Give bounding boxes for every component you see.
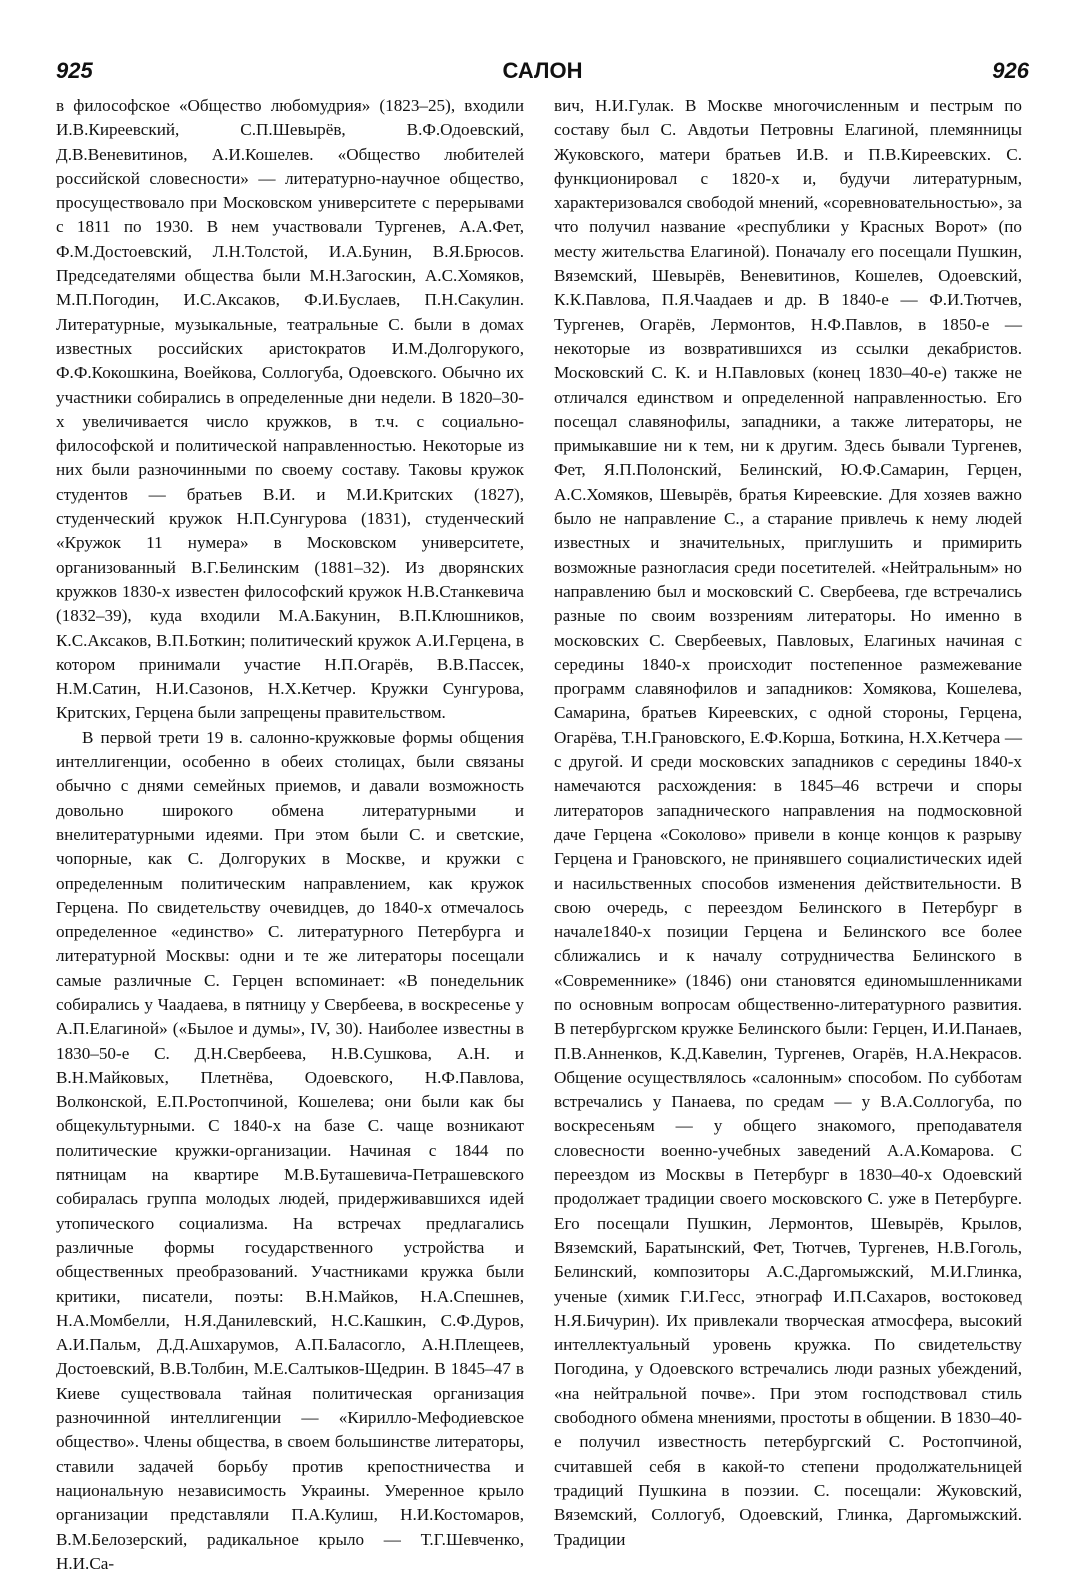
left-paragraph-2: В первой трети 19 в. салонно-кружковые формы общения интеллигенции, особенно в обеих столицах, были связаны обычно с днями семейных приемов, и давали возможность довольно широкого обмена литературными и внелитературными идеями. При этом были С. и светские, чопорные, как С. Долгоруких в Москве, и кружки с определенным политическим направлением, как кружок Герцена. По свидетельству очевидцев, до 1840-х отмечалось определенное «единство» С. литературного Петербурга и литературной Москвы: одни и те же литераторы посещали самые различные С. Герцен вспоминает: «В понедельник собирались у Чаадаева, в пятницу у Свербеева, в воскресенье у А.П.Елагиной» («Былое и думы», IV, 30). Наиболее известны в 1830–50-е С. Д.Н.Свербеева, Н.В.Сушкова, А.Н. и В.Н.Майковых, Плетнёва, Одоевского, Н.Ф.Павлова, Волконской, Е.П.Ростопчиной, Кошелева; они были как бы общекультурными. С 1840-х на базе С. чаще возникают политические кружки-организации. Начиная с 1844 по пятницам на квартире М.В.Буташевича-Петрашевского собиралась группа молодых людей, придерживавшихся идей утопического социализма. На встречах предлагались различные формы государственного устройства и общественных преобразований. Участниками кружка были критики, писатели, поэты: В.Н.Майков, Н.А.Спешнев, Н.А.Момбелли, Н.Я.Данилевский, Н.С.Кашкин, С.Ф.Дуров, А.И.Пальм, Д.Д.Ашхарумов, А.П.Баласогло, А.Н.Плещеев, Достоевский, В.В.Толбин, М.Е.Салтыков-Щедрин. В 1845–47 в Киеве существовала тайная политическая организация разночинной интеллигенции — «Кирилло-Мефодиевское общество». Члены общества, в своем большинстве литераторы, ставили задачей борьбу против крепостничества и национальную независимость Украины. Умеренное крыло организации представляли П.А.Кулиш, Н.И.Костомаров, В.М.Белозерский, радикальное крыло — Т.Г.Шевченко, Н.И.Са- xyxy=(56,727,524,1573)
page-number-left: 925 xyxy=(56,58,93,83)
right-column xyxy=(554,94,1022,1552)
right-paragraph-1: вич, Н.И.Гулак. В Москве многочисленным и пестрым по составу был С. Авдотьи Петровны Елагиной, племянницы Жуковского, матери братьев И.В. и П.В.Киреевских. С. функционировал с 1820-х и, будучи литературным, характеризовался свободой мнений, «соревновательностью», за что получил название «республики у Красных Ворот» (по месту жительства Елагиной). Поначалу его посещали Пушкин, Вяземский, Шевырёв, Веневитинов, Кошелев, Одоевский, К.К.Павлова, П.Я.Чаадаев и др. В 1840-е — Ф.И.Тютчев, Тургенев, Огарёв, Лермонтов, Н.Ф.Павлов, в 1850-е — некоторые из возвратившихся из ссылки декабристов. Московский С. К. и Н.Павловых (конец 1830–40-е) также не отличался единством и определенной направленностью. Его посещал славянофилы, западники, а также литераторы, не примыкавшие ни к тем, ни к другим. Здесь бывали Тургенев, Фет, Я.П.Полонский, Белинский, Ю.Ф.Самарин, Герцен, А.С.Хомяков, Шевырёв, братья Киреевские. Для хозяев важно было не направление С., а старание привлечь к нему людей известных и значительных, приглушить и примирить возможные разногласия среди посетителей. «Нейтральным» но направлению был и московский С. Свербеева, где встречались разные по своим воззрениям литераторы. Но именно в московских С. Свербеевых, Павловых, Елагиных начиная с середины 1840-х происходит постепенное размежевание программ славянофилов и западников: Хомякова, Кошелева, Самарина, братьев Киреевских, с одной стороны, Герцена, Огарёва, Т.Н.Грановского, Е.Ф.Корша, Боткина, Н.Х.Кетчера — с другой. И среди московских западников с середины 1840-х намечаются расхождения: в 1845–46 встречи и споры литераторов западнического направления на подмосковной даче Герцена «Соколово» привели в конце концов к разрыву Герцена и Грановского, не принявшего социалистических идей и насильственных способов изменения действительности. В свою очередь, с переездом Белинского в Петербург в начале1840-х позиции Герцена и Белинского все более сближались и к началу сотрудничества Белинского в «Современнике» (1846) они становятся единомышленниками по основным вопросам общественно-литературного развития. В петербургском кружке Белинского были: Герцен, И.И.Панаев, П.В.Анненков, К.Д.Кавелин, Тургенев, Огарёв, Н.А.Некрасов. Общение осуществлялось «салонным» способом. По субботам встречались у Панаева, по средам — у В.А.Соллогуба, по воскресеньям — у общего знакомого, преподавателя словесности военно-учебных заведений А.А.Комарова. С переездом из Москвы в Петербург в 1830–40-х Одоевский продолжает традиции своего московского С. уже в Петербурге. Его посещали Пушкин, Лермонтов, Шевырёв, Крылов, Вяземский, Баратынский, Фет, Тютчев, Тургенев, Н.В.Гоголь, Белинский, композиторы А.С.Даргомыжский, М.И.Глинка, ученые (химик Г.И.Гесс, этнограф И.П.Сахаров, востоковед Н.Я.Бичурин). Их привлекали творческая атмосфера, высокий интеллектуальный уровень кружка. По свидетельству Погодина, у Одоевского встречались люди разных убеждений, «на нейтральной почве». При этом господствовал стиль свободного обмена мнениями, простоты в общении. В 1830–40-е получил известность петербургский С. Ростопчиной, считавшей себя в какой-то степени продолжательницей традиций Пушкина в поэзии. С. посещали: Жуковский, Вяземский, Соллогуб, Одоевский, Глинка, Даргомыжский. Традиции xyxy=(554,96,1022,1549)
left-paragraph-1: в философское «Общество любомудрия» (1823–25), входили И.В.Киреевский, С.П.Шевырёв, В.Ф.Одоевский, Д.В.Веневитинов, А.И.Кошелев. «Общество любителей российской словесности» — литературно-научное общество, просуществовало при Московском университете с перерывами с 1811 по 1930. В нем участвовали Тургенев, А.А.Фет, Ф.М.Достоевский, Л.Н.Толстой, И.А.Бунин, В.Я.Брюсов. Председателями общества были М.Н.Загоскин, А.С.Хомяков, М.П.Погодин, И.С.Аксаков, Ф.И.Буслаев, П.Н.Сакулин. Литературные, музыкальные, театральные С. были в домах известных российских аристократов И.М.Долгорукого, Ф.Ф.Кокошкина, Воейкова, Соллогуба, Одоевского. Обычно их участники собирались в определенные дни недели. В 1820–30-х увеличивается число кружков, в т.ч. с социально-философской и политической направленностью. Некоторые из них были разночинными по своему составу. Таковы кружок студентов — братьев В.И. и М.И.Критских (1827), студенческий кружок Н.П.Сунгурова (1831), студенческий «Кружок 11 нумера» в Московском университете, организованный В.Г.Белинским (1881–32). Из дворянских кружков 1830-х известен философский кружок Н.В.Станкевича (1832–39), куда входили М.А.Бакунин, В.П.Клюшников, К.С.Аксаков, В.П.Боткин; политический кружок А.И.Герцена, в котором принимали участие Н.П.Огарёв, В.В.Пассек, Н.М.Сатин, Н.И.Сазонов, Н.Х.Кетчер. Кружки Сунгурова, Критских, Герцена были запрещены правительством. xyxy=(56,96,524,723)
running-title: САЛОН xyxy=(502,58,583,83)
page-number-right: 926 xyxy=(992,58,1029,83)
left-column xyxy=(56,94,524,1576)
page-header xyxy=(56,58,1029,88)
